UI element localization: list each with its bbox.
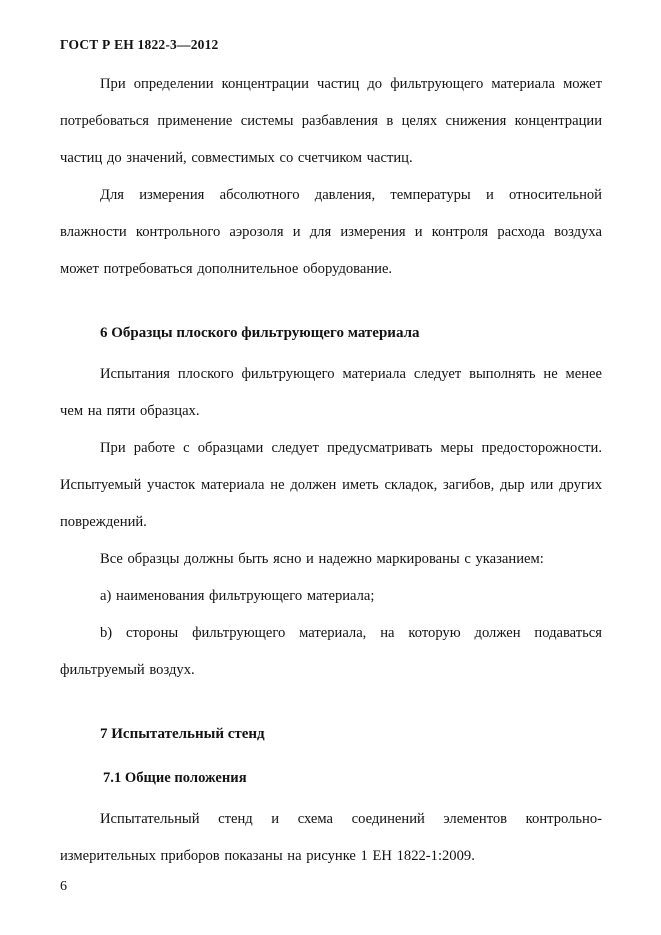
paragraph-sample-handling: При работе с образцами следует предусматривать меры предосторожности. Испытуемый участок материала не должен иметь складок, загибов, дыр или других повреждений. xyxy=(60,440,602,530)
document-header: ГОСТ Р ЕН 1822-3—2012 xyxy=(60,37,219,52)
section-heading-7: 7 Испытательный стенд xyxy=(100,726,265,742)
subsection-heading-7-1: 7.1 Общие положения xyxy=(103,770,247,786)
paragraph-dilution-system: При определении концентрации частиц до фильтрующего материала может потребоваться применение системы разбавления в целях снижения концентрации частиц до значений, совместимых со счетчиком частиц. xyxy=(60,76,602,166)
paragraph-five-samples: Испытания плоского фильтрующего материала следует выполнять не менее чем на пяти образцах. xyxy=(60,366,602,419)
list-item-a: а) наименования фильтрующего материала; xyxy=(100,588,375,604)
section-heading-6: 6 Образцы плоского фильтрующего материала xyxy=(100,325,420,341)
paragraph-marking-intro: Все образцы должны быть ясно и надежно маркированы с указанием: xyxy=(100,551,544,567)
paragraph-additional-equipment: Для измерения абсолютного давления, температуры и относительной влажности контрольного аэрозоля и для измерения и контроля расхода воздуха может потребоваться дополнительное оборудование. xyxy=(60,187,602,277)
paragraph-test-rig: Испытательный стенд и схема соединений элементов контрольно-измерительных приборов показаны на рисунке 1 ЕН 1822-1:2009. xyxy=(60,811,602,864)
list-item-b: b) стороны фильтрующего материала, на которую должен подаваться фильтруемый воздух. xyxy=(60,625,602,678)
page-number: 6 xyxy=(60,879,67,894)
